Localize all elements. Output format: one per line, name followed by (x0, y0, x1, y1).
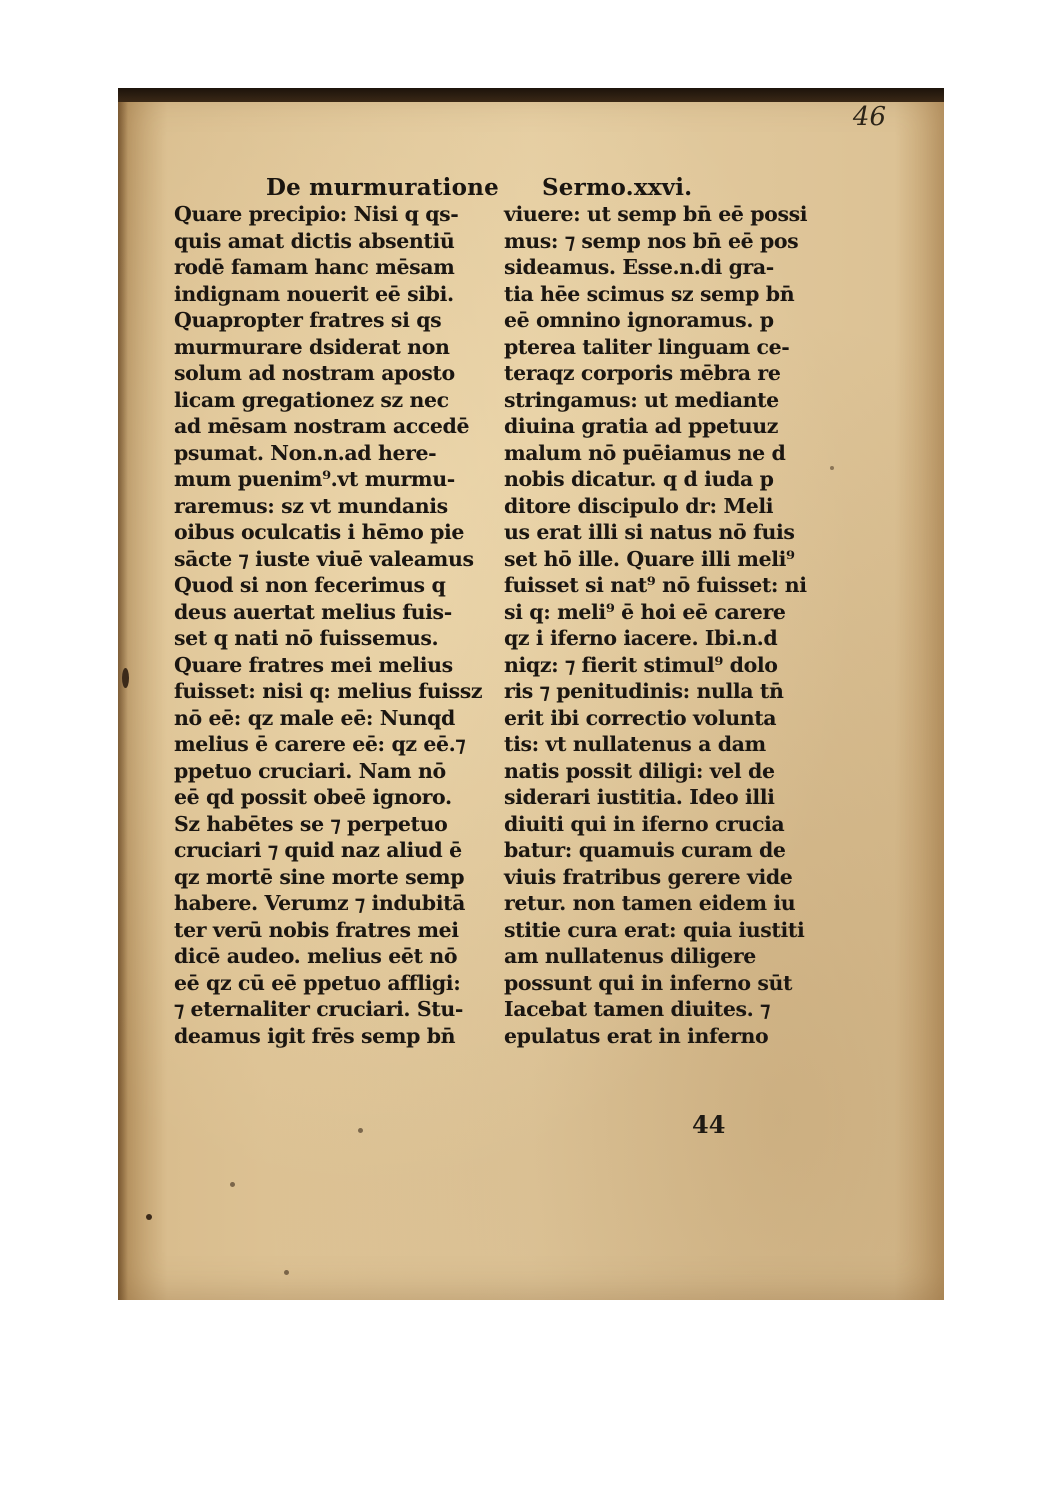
text-line: sācte ⁊ iuste viuē valeamus (174, 546, 474, 571)
text-line: oibus oculcatis i hēmo pie (174, 520, 465, 544)
scan-top-edge (118, 88, 944, 102)
text-line: eē qd possit obeē ignoro. (174, 785, 452, 809)
running-head-left: De murmuratione (266, 174, 499, 201)
text-line: erit ibi correctio volunta (504, 705, 777, 730)
text-line: ppetuo cruciari. Nam nō (174, 758, 446, 783)
text-line: cruciari ⁊ quid naz aliud ē (174, 838, 462, 862)
text-line: eē qz cū eē ppetuo affligi: (174, 970, 461, 995)
text-line: mum puenim⁹.vt murmu- (174, 467, 455, 491)
text-line: epulatus erat in inferno (504, 1023, 769, 1048)
text-line: ter verū nobis fratres mei (174, 917, 459, 942)
text-line: am nullatenus diligere (504, 944, 756, 968)
ink-blot (358, 1128, 363, 1133)
text-line: Sz habētes se ⁊ perpetuo (174, 811, 448, 836)
text-line: mus: ⁊ semp nos bn̄ eē pos (504, 228, 799, 253)
running-head-right: Sermo.xxvi. (542, 174, 693, 201)
text-line: fuisset: nisi q: melius fuissz (174, 679, 483, 703)
text-line: tis: vt nullatenus a dam (504, 732, 766, 756)
text-line: deamus igit frēs semp bn̄ (174, 1023, 456, 1048)
text-line: melius ē carere eē: qz eē.⁊ (174, 732, 466, 756)
text-line: diuiti qui in iferno crucia (504, 811, 785, 836)
text-line: stitie cura erat: quia iustiti (504, 917, 805, 942)
text-column-right (504, 201, 807, 1049)
text-line: nobis dicatur. q d iuda p (504, 467, 774, 491)
text-line: Quare fratres mei melius (174, 652, 453, 677)
signature-mark: 44 (692, 1110, 726, 1139)
text-line: pterea taliter linguam ce- (504, 334, 790, 359)
text-line: qz i iferno iacere. Ibi.n.d (504, 626, 778, 650)
ink-blot (830, 466, 834, 470)
text-line: rodē famam hanc mēsam (174, 255, 455, 279)
text-line: siderari iustitia. Ideo illi (504, 785, 775, 809)
text-line: us erat illi si natus nō fuis (504, 520, 795, 544)
text-line: fuisset si nat⁹ nō fuisset: ni (504, 573, 807, 597)
text-line: possunt qui in inferno sūt (504, 970, 793, 995)
text-line: quis amat dictis absentiū (174, 228, 455, 253)
text-line: murmurare dsiderat non (174, 334, 450, 359)
text-line: set hō ille. Quare illi meli⁹ (504, 546, 795, 571)
text-line: Quod si non fecerimus q (174, 573, 446, 597)
ink-blot (146, 1214, 152, 1220)
text-line: Iacebat tamen diuites. ⁊ (504, 997, 770, 1021)
text-line: sideamus. Esse.n.di gra- (504, 255, 774, 279)
text-line: teraqz corporis mēbra re (504, 361, 781, 385)
text-line: diuina gratia ad ppetuuz (504, 414, 779, 438)
text-line: psumat. Non.n.ad here- (174, 440, 437, 465)
text-line: raremus: sz vt mundanis (174, 493, 448, 518)
text-line: Quapropter fratres si qs (174, 308, 442, 332)
text-line: retur. non tamen eidem iu (504, 891, 796, 915)
text-line: indignam nouerit eē sibi. (174, 281, 454, 306)
text-line: habere. Verumz ⁊ indubitā (174, 891, 466, 915)
manuscript-page-scan (118, 88, 944, 1300)
text-line: malum nō puēiamus ne d (504, 440, 786, 465)
text-line: niqz: ⁊ fierit stimul⁹ dolo (504, 652, 778, 677)
scan-left-edge (118, 102, 128, 1300)
ink-blot (230, 1182, 235, 1187)
text-line: viuere: ut semp bn̄ eē possi (504, 202, 808, 226)
text-line: batur: quamuis curam de (504, 838, 786, 862)
text-line: dicē audeo. melius eēt nō (174, 944, 458, 968)
text-line: solum ad nostram aposto (174, 361, 455, 385)
text-line: ditore discipulo dr: Meli (504, 493, 774, 518)
text-column-left (174, 201, 482, 1049)
text-line: tia hēe scimus sz semp bn̄ (504, 281, 795, 306)
text-line: ⁊ eternaliter cruciari. Stu- (174, 997, 463, 1021)
ink-blot (122, 668, 129, 688)
folio-number: 46 (852, 102, 886, 132)
text-line: stringamus: ut mediante (504, 387, 779, 412)
text-line: Quare precipio: Nisi q qs- (174, 202, 459, 226)
text-line: licam gregationez sz nec (174, 387, 449, 412)
text-line: eē omnino ignoramus. p (504, 308, 774, 332)
text-line: ad mēsam nostram accedē (174, 414, 470, 438)
text-line: set q nati nō fuissemus. (174, 626, 439, 650)
text-line: viuis fratribus gerere vide (504, 864, 793, 889)
text-line: natis possit diligi: vel de (504, 758, 775, 783)
text-line: si q: meli⁹ ē hoi eē carere (504, 599, 786, 624)
text-line: nō eē: qz male eē: Nunqd (174, 705, 455, 730)
ink-blot (284, 1270, 289, 1275)
text-line: ris ⁊ penitudinis: nulla tn̄ (504, 679, 784, 703)
text-line: qz mortē sine morte semp (174, 864, 465, 889)
text-line: deus auertat melius fuis- (174, 599, 452, 624)
